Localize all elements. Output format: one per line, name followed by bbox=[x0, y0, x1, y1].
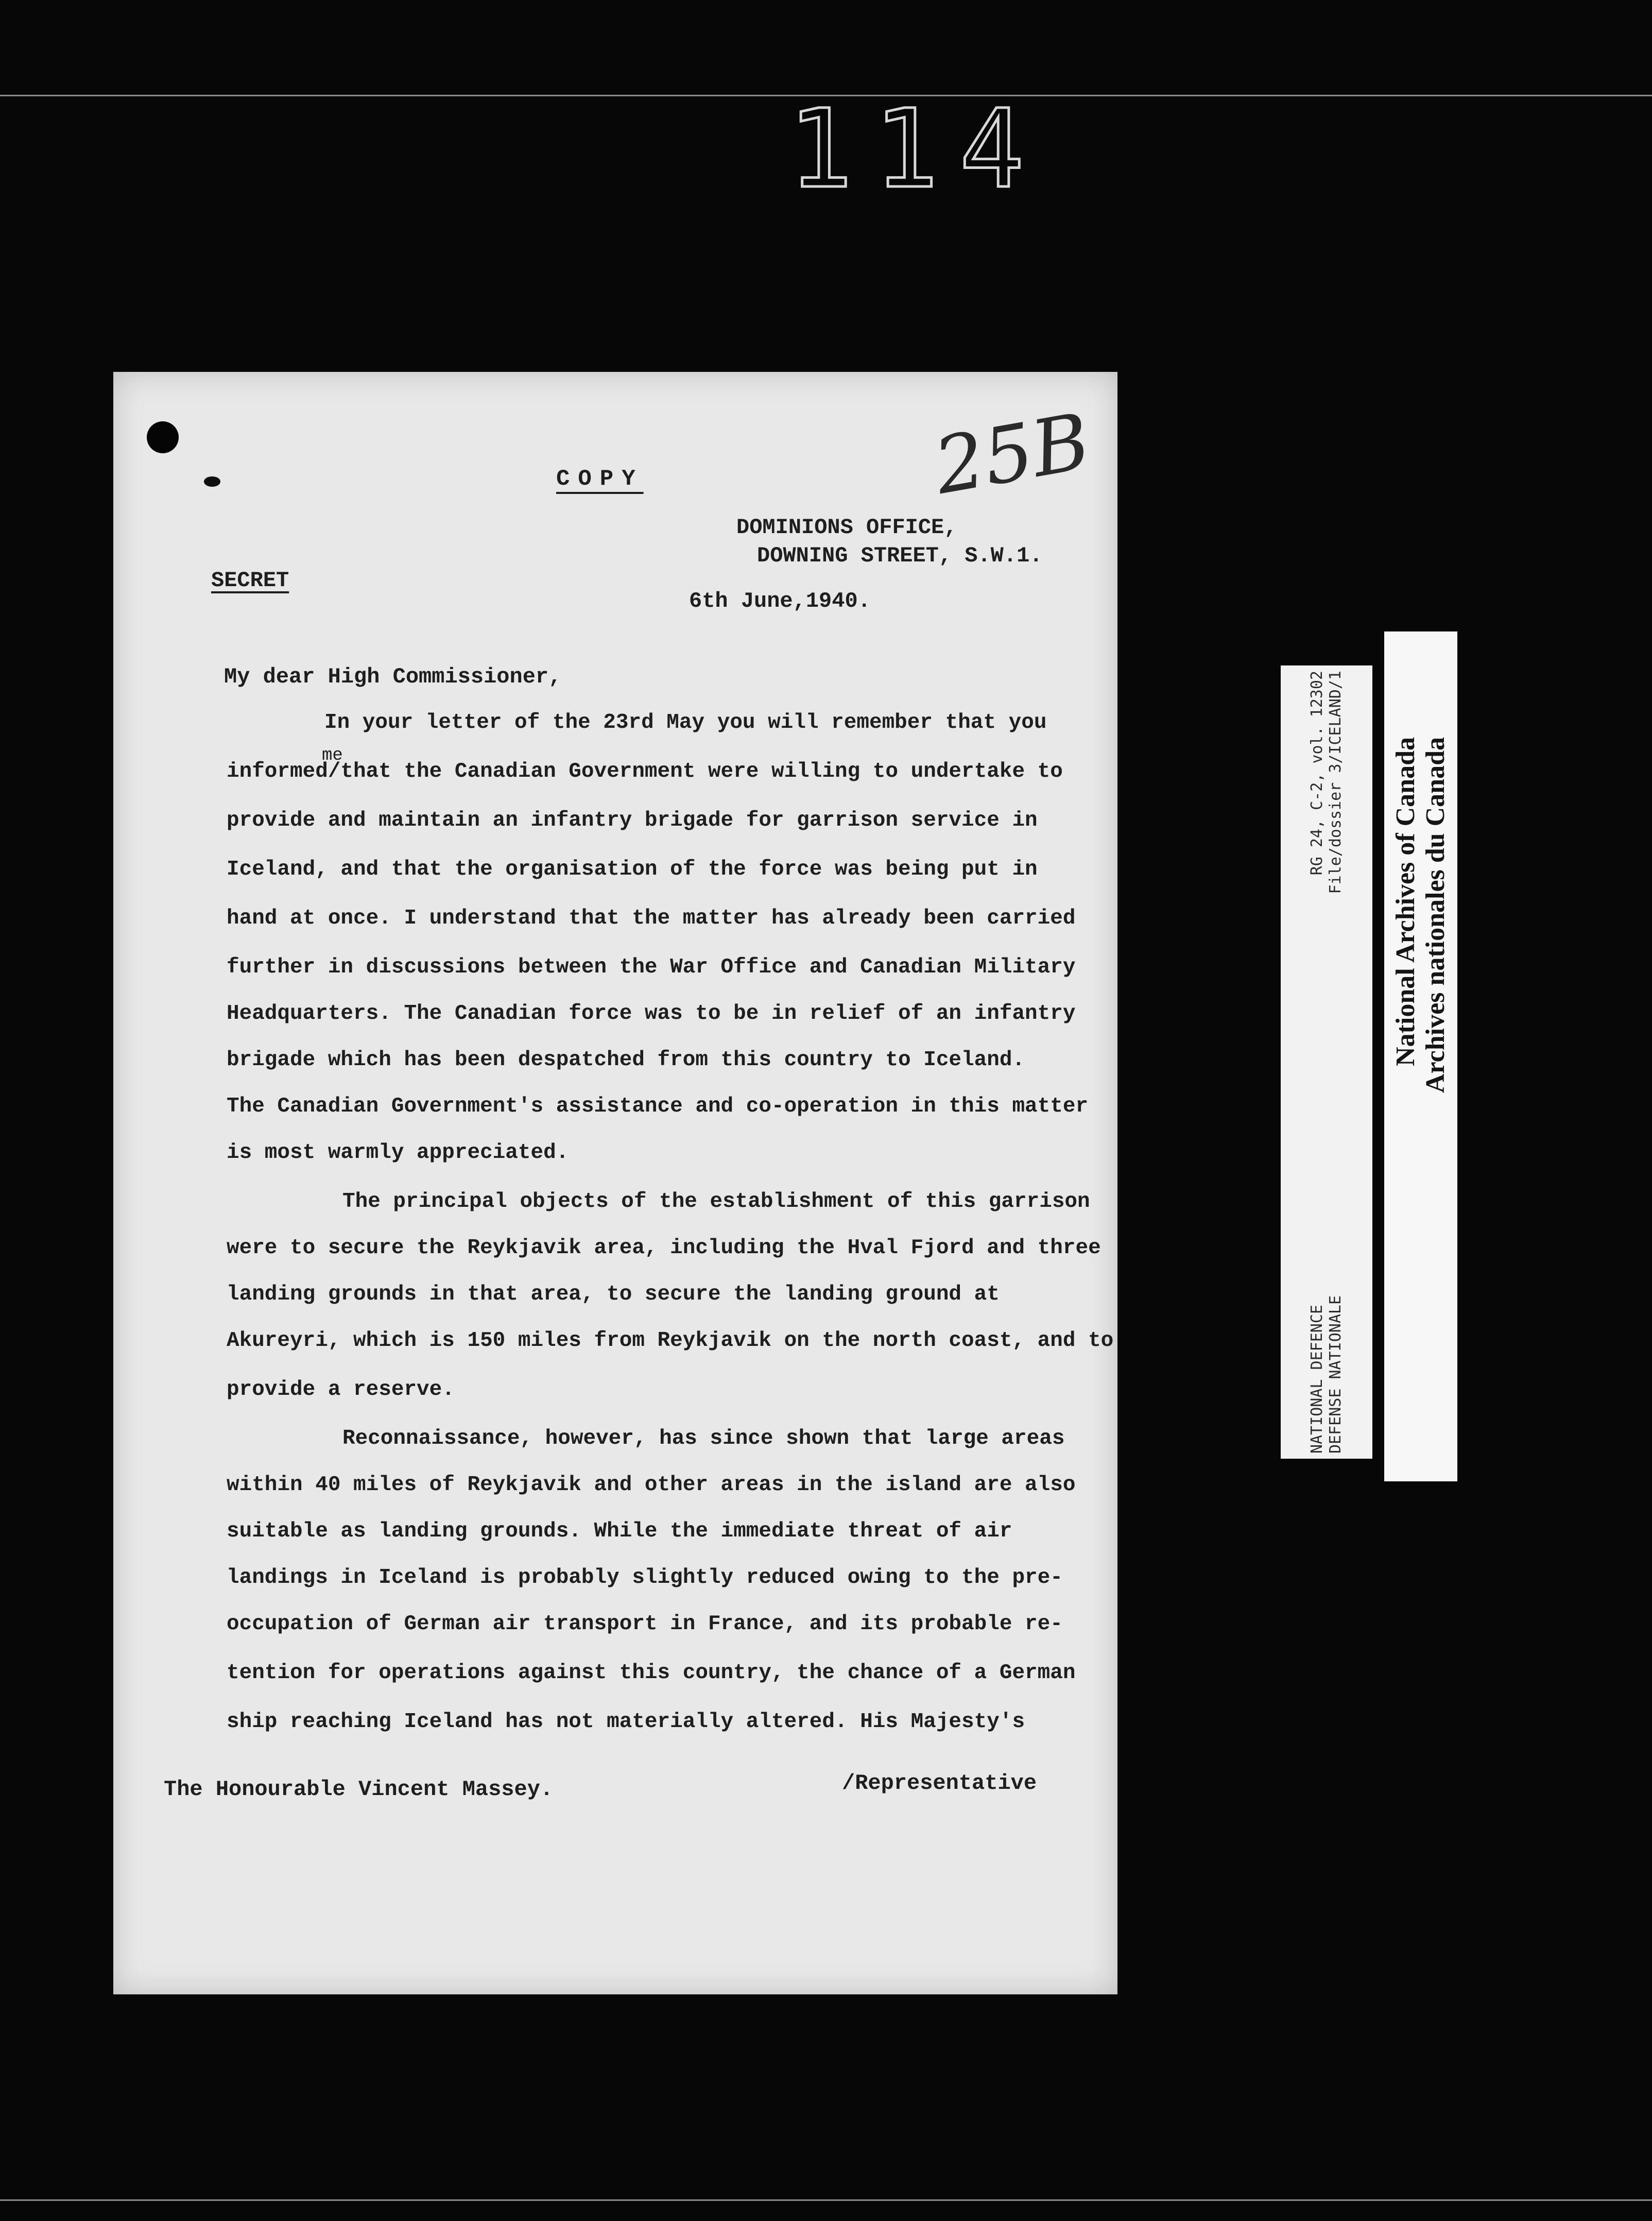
institution-label bbox=[1384, 631, 1457, 1481]
institution-name-french: Archives nationales du Canada bbox=[1421, 737, 1450, 1094]
letter-body-line: ship reaching Iceland has not materially altered. His Majesty's bbox=[227, 1710, 1025, 1734]
letter-body-line: within 40 miles of Reykjavik and other areas in the island are also bbox=[227, 1473, 1076, 1497]
letter-body-line: provide a reserve. bbox=[227, 1378, 455, 1402]
catchword: /Representative bbox=[842, 1771, 1037, 1796]
addressee-name: The Honourable Vincent Massey. bbox=[164, 1777, 554, 1802]
punch-mark bbox=[204, 476, 220, 487]
copy-heading: COPY bbox=[556, 466, 644, 492]
bottom-frame-rule bbox=[0, 2199, 1652, 2201]
handwritten-insertion: me bbox=[322, 746, 343, 765]
archive-reference-line-1: RG 24, C-2, vol. 12302 bbox=[1308, 671, 1326, 876]
letter-body-line: Iceland, and that the organisation of the force was being put in bbox=[227, 858, 1038, 881]
letter-body-line: informed/that the Canadian Government were willing to undertake to bbox=[227, 760, 1063, 783]
letter-body-line: Reconnaissance, however, has since shown that large areas bbox=[342, 1427, 1065, 1450]
letter-body-line: suitable as landing grounds. While the immediate threat of air bbox=[227, 1519, 1012, 1543]
archive-reference-label bbox=[1281, 665, 1372, 1459]
letter-body-line: Akureyri, which is 150 miles from Reykjavik on the north coast, and to bbox=[227, 1329, 1114, 1353]
letter-body-line: occupation of German air transport in France, and its probable re- bbox=[227, 1612, 1063, 1636]
letter-body-line: The principal objects of the establishment of this garrison bbox=[342, 1190, 1090, 1214]
letter-date: 6th June,1940. bbox=[689, 589, 871, 613]
sender-address-line2: DOWNING STREET, S.W.1. bbox=[757, 543, 1043, 568]
letter-body-line: further in discussions between the War Office and Canadian Military bbox=[227, 955, 1076, 979]
letter-body-line: brigade which has been despatched from this country to Iceland. bbox=[227, 1048, 1025, 1072]
letter-body-line: provide and maintain an infantry brigade for garrison service in bbox=[227, 809, 1038, 832]
letter-body-line: hand at once. I understand that the matter has already been carried bbox=[227, 907, 1076, 930]
classification-marking: SECRET bbox=[211, 568, 289, 593]
letter-body-line: The Canadian Government's assistance and co-operation in this matter bbox=[227, 1095, 1089, 1118]
letter-body-line: is most warmly appreciated. bbox=[227, 1141, 569, 1165]
letter-body-line: landing grounds in that area, to secure the landing ground at bbox=[227, 1283, 1000, 1306]
institution-name-english: National Archives of Canada bbox=[1391, 737, 1420, 1066]
letter-body-line: tention for operations against this country, the chance of a German bbox=[227, 1661, 1076, 1685]
handwritten-folio-note: 25B bbox=[928, 397, 1096, 512]
department-line-2: DEFENSE NATIONALE bbox=[1327, 1295, 1345, 1454]
letter-body-line: Headquarters. The Canadian force was to be in relief of an infantry bbox=[227, 1002, 1076, 1026]
letter-page bbox=[113, 372, 1117, 1994]
letter-body-line: were to secure the Reykjavik area, including the Hval Fjord and three bbox=[227, 1236, 1101, 1260]
department-line-1: NATIONAL DEFENCE bbox=[1308, 1305, 1326, 1454]
sender-address-line1: DOMINIONS OFFICE, bbox=[736, 515, 957, 540]
letter-body-line: landings in Iceland is probably slightly reduced owing to the pre- bbox=[227, 1566, 1063, 1590]
archive-reference-line-2: File/dossier 3/ICELAND/1 bbox=[1327, 671, 1345, 894]
salutation: My dear High Commissioner, bbox=[224, 664, 562, 689]
punch-hole bbox=[147, 421, 179, 453]
letter-body-line: In your letter of the 23rd May you will remember that you bbox=[324, 711, 1047, 734]
frame-number: 114 bbox=[788, 86, 1045, 212]
